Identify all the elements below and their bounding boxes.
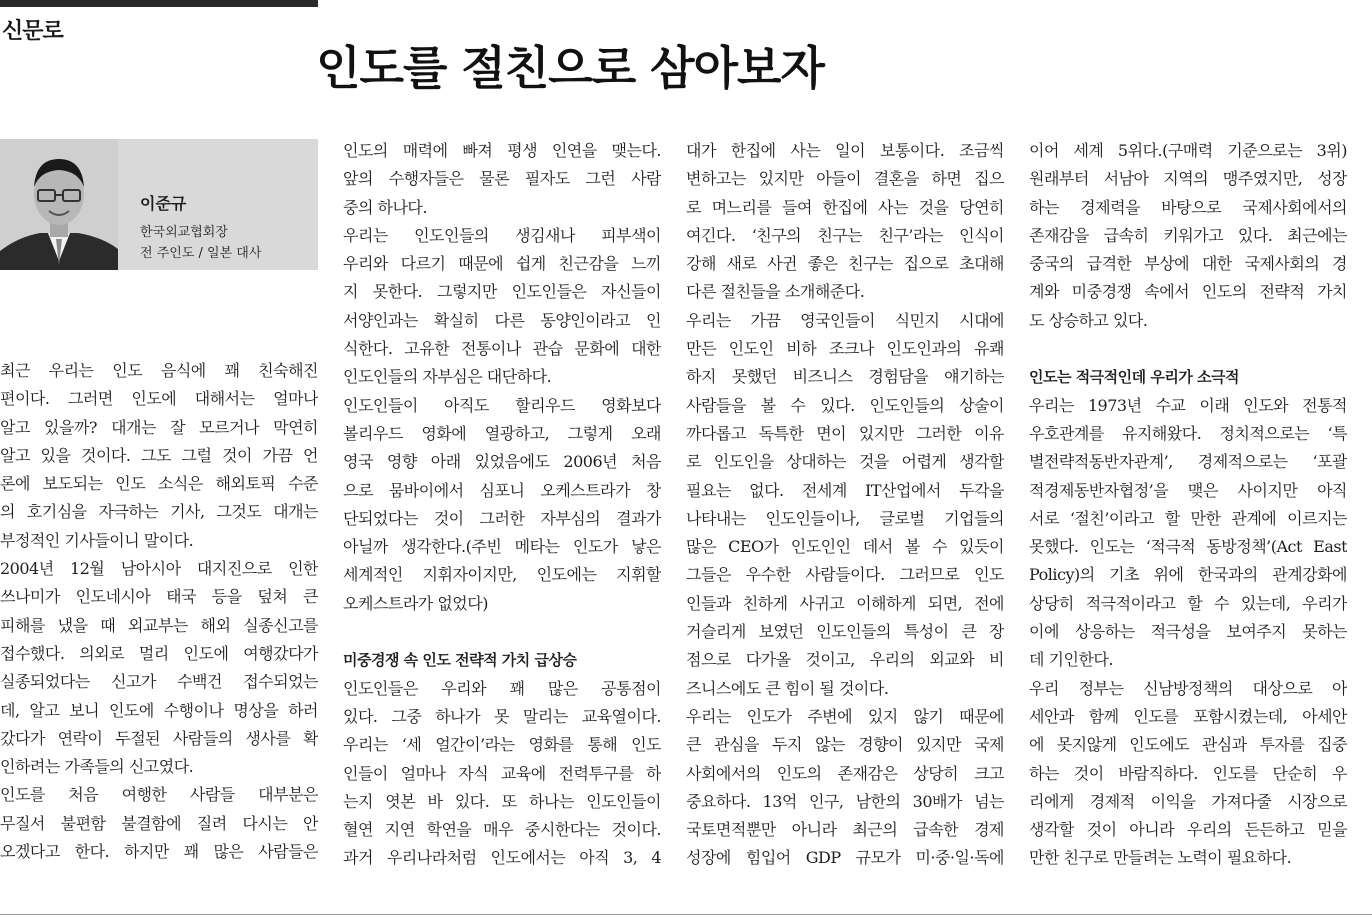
text-line: 세안과 함께 인도를 포함시켰는데, 아세안 <box>1029 706 1347 726</box>
text-line: 지 못한다. 그렇지만 인도인들은 자신들이 <box>343 282 661 302</box>
text-line: 우리는 인도가 주변에 있지 않기 때문에 <box>686 706 1004 726</box>
text-line: 의 호기심을 자극하는 기사, 그것도 대개는 <box>0 502 318 522</box>
text-line: 오케스트라가 없었다) <box>343 593 488 613</box>
text-line: 알고 있을까? 대개는 잘 모르거나 막연히 <box>0 417 318 437</box>
text-line: 우리와 다르기 때문에 쉽게 친근감을 느끼 <box>343 254 661 274</box>
article-column-4 <box>1029 137 1347 873</box>
text-line: 서로 ‘절친’이라고 할 만한 관계에 이르지는 <box>1029 508 1347 528</box>
text-line: 이에 상응하는 적극성을 보여주지 못하는 <box>1029 622 1347 642</box>
text-line: 우호관계를 유지해왔다. 정치적으로는 ‘특 <box>1029 423 1347 443</box>
text-line: 변하고는 있지만 아들이 결혼을 하면 집으 <box>686 169 1004 189</box>
text-line: 못했다. 인도는 ‘적극적 동방정책’(Act East <box>1029 537 1347 557</box>
text-line: 인도인들의 자부심은 대단하다. <box>343 367 552 387</box>
author-title-former: 전 주인도 / 일본 대사 <box>140 246 262 261</box>
text-line: 원래부터 서남아 지역의 맹주였지만, 성장 <box>1029 169 1347 189</box>
subheading: 미중경쟁 속 인도 전략적 가치 급상승 <box>343 651 577 670</box>
text-line: 오겠다고 한다. 하지만 꽤 많은 사람들은 <box>0 842 318 862</box>
text-line: 세계적인 지휘자이지만, 인도에는 지휘할 <box>343 565 661 585</box>
text-line: 서양인과는 확실히 다른 동양인이라고 인 <box>343 310 661 330</box>
text-line: 인도의 매력에 빠져 평생 인연을 맺는다. <box>343 141 661 160</box>
text-line: 하는 경제력을 바탕으로 국제사회에서의 <box>1029 197 1347 217</box>
text-line: 우리는 ‘세 얼간이’라는 영화를 통해 인도 <box>343 735 661 755</box>
text-line: 리에게 경제적 이익을 가져다줄 시장으로 <box>1029 791 1347 811</box>
text-line: 있다. 그중 하나가 못 말리는 교육열이다. <box>343 706 661 726</box>
text-line: 로 며느리를 들여 한집에 사는 것을 당연히 <box>686 197 1004 217</box>
article-column-1 <box>0 357 318 866</box>
text-line: 점으로 다가올 것이고, 우리의 외교와 비 <box>686 650 1004 670</box>
text-line: 과거 우리나라처럼 인도에서는 아직 3, 4 <box>343 848 661 868</box>
author-title-current: 한국외교협회장 <box>140 225 228 240</box>
text-line: 그들은 우수한 사람들이다. 그러므로 인도 <box>686 565 1004 585</box>
text-line: 적경제동반자협정’을 맺은 사이지만 아직 <box>1029 480 1347 500</box>
text-line: 큰 관심을 두지 않는 경향이 있지만 국제 <box>686 735 1004 755</box>
paragraph-gap <box>343 618 661 646</box>
text-line: 식한다. 고유한 전통이나 관습 문화에 대한 <box>343 339 661 359</box>
text-line: 국토면적뿐만 아니라 최근의 급속한 경제 <box>686 820 1004 840</box>
text-line: 편이다. 그러면 인도에 대해서는 얼마나 <box>0 389 318 409</box>
text-line: 도 상승하고 있다. <box>1029 310 1148 330</box>
text-line: 하는 것이 바람직하다. 인도를 단순히 우 <box>1029 763 1347 783</box>
text-line: 아닐까 생각한다.(주빈 메타는 인도가 낳은 <box>343 537 661 557</box>
text-line: 별전략적동반자관계’, 경제적으로는 ‘포괄 <box>1029 452 1347 472</box>
bottom-rule <box>0 914 1372 915</box>
text-line: 으로 뭄바이에서 심포니 오케스트라가 창 <box>343 480 661 500</box>
text-line: 로 인도인을 상대하는 것을 어렵게 생각할 <box>686 452 1004 472</box>
text-line: 우리는 인도인들의 생김새나 피부색이 <box>343 225 661 245</box>
text-line: 앞의 수행자들은 물론 필자도 그런 사람 <box>343 169 661 189</box>
text-line: 2004년 12월 남아시아 대지진으로 인한 <box>0 559 318 579</box>
text-line: 실종되었다는 신고가 수백건 접수되었는 <box>0 672 318 692</box>
text-line: 존재감을 급속히 키워가고 있다. 최근에는 <box>1029 225 1347 245</box>
section-label: 신문로 <box>2 19 63 44</box>
text-line: 무질서 불편함 불결함에 질려 다시는 안 <box>0 813 318 833</box>
text-line: 중요하다. 13억 인구, 남한의 30배가 넘는 <box>686 791 1004 811</box>
headline: 인도를 절친으로 삼아보자 <box>316 41 824 95</box>
text-line: 계와 미중경쟁 속에서 인도의 전략적 가치 <box>1029 282 1347 302</box>
paragraph-gap <box>1029 335 1347 363</box>
text-line: 즈니스에도 큰 힘이 될 것이다. <box>686 678 889 698</box>
text-line: Policy)의 기초 위에 한국과의 관계강화에 <box>1029 565 1347 585</box>
text-line: 만든 인도인 비하 조크나 인도인과의 유쾌 <box>686 339 1004 359</box>
text-line: 인도인들은 우리와 꽤 많은 공통점이 <box>343 678 661 698</box>
text-line: 인도를 처음 여행한 사람들 대부분은 <box>0 785 318 805</box>
text-line: 우리는 1973년 수교 이래 인도와 전통적 <box>1029 395 1347 415</box>
author-name: 이준규 <box>140 194 187 213</box>
author-photo <box>0 139 118 270</box>
text-line: 갔다가 연락이 두절된 사람들의 생사를 확 <box>0 728 318 748</box>
text-line: 인하려는 가족들의 신고였다. <box>0 757 194 777</box>
text-line: 중국의 급격한 부상에 대한 국제사회의 경 <box>1029 254 1347 274</box>
text-line: 인들과 친하게 사귀고 이해하게 되면, 전에 <box>686 593 1004 613</box>
text-line: 에 못지않게 인도에도 관심과 투자를 집중 <box>1029 735 1347 755</box>
text-line: 데, 알고 보니 인도에 수행이나 명상을 하러 <box>0 700 318 720</box>
text-line: 성장에 힘입어 GDP 규모가 미·중·일·독에 <box>686 848 1004 868</box>
text-line: 우리 정부는 신남방정책의 대상으로 아 <box>1029 678 1347 698</box>
text-line: 여긴다. ‘친구의 친구는 친구’라는 인식이 <box>686 225 1004 245</box>
subheading: 인도는 적극적인데 우리가 소극적 <box>1029 368 1240 387</box>
section-top-rule <box>0 0 318 7</box>
text-line: 강해 새로 사귄 좋은 친구는 집으로 초대해 <box>686 254 1004 274</box>
text-line: 다른 절친들을 소개해준다. <box>686 282 865 302</box>
text-line: 쓰나미가 인도네시아 태국 등을 덮쳐 큰 <box>0 587 318 607</box>
text-line: 최근 우리는 인도 음식에 꽤 친숙해진 <box>0 361 318 380</box>
text-line: 볼리우드 영화에 열광하고, 그렇게 오래 <box>343 423 661 443</box>
text-line: 단되었다는 것이 그러한 자부심의 결과가 <box>343 508 661 528</box>
text-line: 우리는 가끔 영국인들이 식민지 시대에 <box>686 310 1004 330</box>
text-line: 하지 못했던 비즈니스 경험담을 얘기하는 <box>686 367 1004 387</box>
article-column-2 <box>343 137 661 873</box>
text-line: 대가 한집에 사는 일이 보통이다. 조금씩 <box>686 141 1004 160</box>
text-line: 론에 보도되는 인도 소식은 해외토픽 수준 <box>0 474 318 494</box>
text-line: 거슬리게 보였던 인도인들의 특성이 큰 장 <box>686 622 1004 642</box>
text-line: 만한 친구로 만들려는 노력이 필요하다. <box>1029 848 1292 868</box>
text-line: 알고 있을 것이다. 그도 그럴 것이 가끔 언 <box>0 445 318 465</box>
text-line: 영국 영향 아래 있었음에도 2006년 처음 <box>343 452 661 472</box>
text-line: 사회에서의 인도의 존재감은 상당히 크고 <box>686 763 1004 783</box>
text-line: 이어 세계 5위다.(구매력 기준으로는 3위) <box>1029 141 1347 160</box>
text-line: 많은 CEO가 인도인인 데서 볼 수 있듯이 <box>686 537 1004 557</box>
text-line: 부정적인 기사들이니 말이다. <box>0 530 194 550</box>
text-line: 인들이 얼마나 자식 교육에 전력투구를 하 <box>343 763 661 783</box>
text-line: 데 기인한다. <box>1029 650 1113 670</box>
article-column-3 <box>686 137 1004 873</box>
text-line: 는지 엿본 바 있다. 또 하나는 인도인들이 <box>343 791 661 811</box>
text-line: 피해를 냈을 때 외교부는 해외 실종신고를 <box>0 615 318 635</box>
text-line: 중의 하나다. <box>343 197 427 217</box>
text-line: 접수했다. 의외로 멀리 인도에 여행갔다가 <box>0 643 318 663</box>
text-line: 나타내는 인도인들이나, 글로벌 기업들의 <box>686 508 1004 528</box>
text-line: 상당히 적극적이라고 할 수 있는데, 우리가 <box>1029 593 1347 613</box>
text-line: 사람들을 볼 수 있다. 인도인들의 상술이 <box>686 395 1004 415</box>
text-line: 까다롭고 독특한 면이 있지만 그러한 이유 <box>686 423 1004 443</box>
text-line: 필요는 없다. 전세계 IT산업에서 두각을 <box>686 480 1004 500</box>
text-line: 생각할 것이 아니라 우리의 든든하고 믿을 <box>1029 820 1347 840</box>
text-line: 인도인들이 아직도 할리우드 영화보다 <box>343 395 661 415</box>
text-line: 혈연 지연 학연을 매우 중시한다는 것이다. <box>343 820 661 840</box>
